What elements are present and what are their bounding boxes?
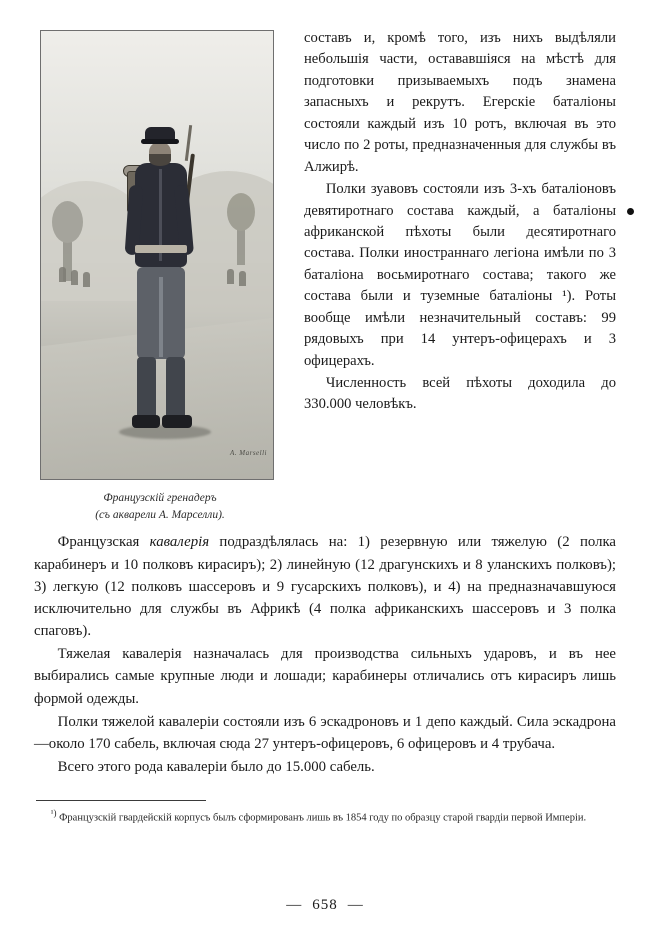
paragraph: составъ и, кромѣ того, изъ нихъ выдѣляли небольшiя части, остававшiяся на мѣстѣ для подготовки призываемыхъ подъ знамена запасныхъ и рекрутъ. Егерскiе баталiоны состояли каждый изъ 10 ротъ, включая въ это число по 2 роты, предназначенныя для службы въ Алжирѣ. [304, 30, 616, 175]
paragraph: Тяжелая кавалерiя назначалась для производства сильныхъ ударовъ, и въ нее выбирались самые крупные люди и лошади; карабинеры отличались отъ кирасиръ лишь формой одежды. [34, 646, 616, 707]
right-text-column [304, 26, 616, 416]
footnote-text: Французскiй гвардейскiй корпусъ былъ сформированъ лишь въ 1854 году по образцу старой гвардiи первой Имперiи. [59, 812, 587, 824]
paragraph: Полки тяжелой кавалерiи состояли изъ 6 эскадроновъ и 1 депо каждый. Сила эскадрона—около 170 сабель, включая сюда 27 унтеръ-офицеровъ, 6 офицеровъ и 4 трубача. [34, 713, 616, 753]
distant-soldier [71, 270, 78, 285]
italic-term: кавалерiя [149, 534, 210, 551]
artist-signature: A. Marselli [230, 449, 267, 457]
illustration-plate [40, 30, 274, 480]
paragraph: Численность всей пѣхоты доходила до 330.000 человѣкъ. [304, 375, 616, 413]
grenadier-figure [117, 127, 209, 463]
right-boot [162, 415, 192, 428]
page-number [0, 897, 650, 914]
figure-caption-line2: (съ акварели А. Марселли). [95, 508, 225, 521]
figure-caption-line1: Французскiй гренадеръ [103, 492, 217, 504]
distant-soldier [59, 267, 66, 282]
kepi-icon [145, 127, 175, 142]
left-leg [137, 357, 156, 419]
distant-soldier [239, 271, 246, 286]
beard [149, 154, 171, 166]
paragraph: Всего этого рода кавалерiи было до 15.000 сабель. [57, 759, 375, 776]
footnote-marker: ¹) [50, 808, 57, 819]
right-leg [166, 357, 185, 419]
footnote-divider [36, 800, 206, 801]
page-number-value: 658 [312, 897, 338, 913]
distant-soldier [227, 269, 234, 284]
body-text [34, 531, 616, 778]
left-boot [132, 415, 160, 428]
paragraph: Полки зуавовъ состояли изъ 3-хъ баталiоновъ девятиротнаго состава каждый, а баталiоны африканской пѣхоты были десятиротнаго состава. Полки иностраннаго легiона имѣли по 3 баталiона восьмиротнаго состава; такого же состава были и туземные баталiоны ¹). Роты вообще имѣли незначительный составъ: 99 рядовыхъ при 14 унтеръ-офицерахъ и 3 офицерахъ. [304, 181, 616, 369]
belt [135, 245, 187, 253]
top-area [34, 26, 616, 523]
margin-dot [627, 208, 634, 215]
footnote [34, 807, 616, 826]
page-number-dash-right: — [347, 897, 364, 913]
distant-soldier [83, 272, 90, 287]
tree-icon [237, 217, 245, 265]
figure-block [34, 26, 286, 523]
page-number-dash-left: — [286, 897, 303, 913]
figure-caption [34, 490, 286, 523]
paragraph: Французская кавалерiя подраздѣлялась на: 1) резервную или тяжелую (2 полка карабинеръ и 10 полковъ кирасиръ); 2) линейную (12 драгунскихъ и 8 уланскихъ полковъ); 3) легкую (12 полковъ шассеровъ и 9 гусарскихъ полковъ), и 4) на предназначавшуюся исключительно для службы въ Африкѣ (4 полка африканскихъ шассеровъ и 3 полка спаговъ). [34, 534, 616, 640]
trousers [137, 267, 185, 359]
